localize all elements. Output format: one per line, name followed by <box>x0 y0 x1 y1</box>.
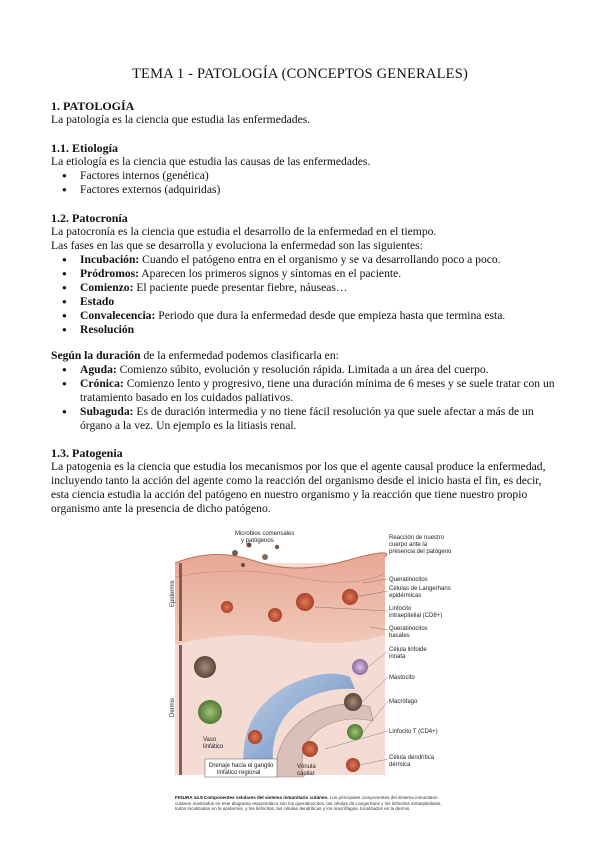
reaction-label-3: presencia del patógeno <box>389 549 452 555</box>
section-text-etiologia: La etiología es la ciencia que estudia las causas de las enfermedades. <box>51 155 371 168</box>
label-linfocito-t: Linfocito T (CD4+) <box>389 729 438 735</box>
duration-rest: de la enfermedad podemos clasificarla en: <box>140 349 339 362</box>
duration-term: Subaguda: <box>80 405 134 418</box>
epidermis-label: Epidermis <box>170 580 176 607</box>
duration-intro <box>51 349 556 363</box>
reaction-label-1: Reacción de nuestro <box>389 535 445 541</box>
section-text-patocronia-1: La patocronía es la ciencia que estudia el desarrollo de la enfermedad en el tiempo. <box>51 225 437 238</box>
durations-list <box>51 363 556 433</box>
list-item <box>51 377 556 405</box>
node-label-2: linfático regional <box>217 770 261 776</box>
microbes-label: Microbios comensales <box>235 531 295 537</box>
section-heading-patogenia: 1.3. Patogenia <box>51 446 123 460</box>
label-cd8: intraepitelial (CD8+) <box>389 613 443 619</box>
duration-term: Crónica: <box>80 377 124 390</box>
list-item <box>51 309 556 323</box>
label-dermica: dérmica <box>389 762 411 768</box>
caption-rest: Los principales componentes del sistema inmunitario cutáneo mostrados en este diagrama esquemático son los queratinocitos, las células de Langerhans y los linfocitos intraepiteliales, todos localizados en la epidermis, y los linfocitos, las células dendríticas y los macrófagos, localizados en la dermis. <box>175 795 442 812</box>
caption-bold: FIGURA 14.9 Componentes celulares del sistema inmunitario cutáneo. <box>175 795 329 800</box>
page-title: TEMA 1 - PATOLOGÍA (CONCEPTOS GENERALES) <box>131 66 469 82</box>
vessel-label-1: Vaso <box>203 737 217 743</box>
node-label-1: Drenaje hacia el ganglio <box>209 763 274 769</box>
dermis-bar <box>179 645 182 775</box>
list-item <box>51 405 556 433</box>
label-innata: innata <box>389 654 406 660</box>
venule-label-1: Vénula <box>297 764 316 770</box>
section-heading-patologia: 1. PATOLOGÍA <box>51 99 135 113</box>
venule-label-2: capilar <box>297 771 315 777</box>
microbes-label-2: y patógenos <box>241 538 274 544</box>
duration-desc: Es de duración intermedia y no tiene fácil resolución ya que suele afectar a más de un órgano a la vez. Un ejemplo es la litiasis renal. <box>80 405 534 432</box>
phase-term: Convalecencia: <box>80 309 156 322</box>
epidermis-bar <box>179 563 182 641</box>
section-text-patogenia: La patogenia es la ciencia que estudia los mecanismos por los que el agente causal produce la enfermedad, incluyendo tanto la acción del agente como la reacción del organismo desde el inicio hasta el fin, es decir, esta ciencia estudia la acción del patógeno en nuestro organismo y la reacción que tiene nuestro propio organismo ante la presencia de dicho patógeno. <box>51 460 546 515</box>
vessel-label-2: linfático <box>203 744 224 750</box>
duration-desc: Comienzo lento y progresivo, tiene una duración mínima de 6 meses y se suele tratar con un tratamiento basado en los cuidados paliativos. <box>80 377 555 404</box>
label-basales: basales <box>389 633 410 639</box>
label-queratinocitos-basales: Queratinocitos <box>389 626 428 632</box>
phases-list <box>51 253 556 337</box>
phase-desc: Aparecen los primeros signos y síntomas en el paciente. <box>139 267 402 280</box>
phase-term: Incubación: <box>80 253 140 266</box>
skin-immune-figure <box>170 527 452 783</box>
section-text-patocronia-2: Las fases en las que se desarrolla y evoluciona la enfermedad son las siguientes: <box>51 239 423 252</box>
figure-caption <box>175 795 445 812</box>
phase-desc: El paciente puede presentar fiebre, náuseas… <box>133 281 348 294</box>
duration-bold: Según la duración <box>51 349 141 362</box>
label-celula-dendritica: Célula dendrítica <box>389 755 435 761</box>
section-text-patologia: La patología es la ciencia que estudia las enfermedades. <box>51 113 311 126</box>
label-macrofago: Macrófago <box>389 699 418 705</box>
list-item: ● Factores externos (adquiridas) <box>51 183 556 197</box>
label-epidermicas: epidérmicas <box>389 593 422 599</box>
duration-term: Aguda: <box>80 363 117 376</box>
phase-term: Estado <box>80 295 115 308</box>
phase-term: Comienzo: <box>80 281 134 294</box>
list-item <box>51 281 556 295</box>
list-item <box>51 253 556 267</box>
label-linfocito: Linfocito <box>389 606 412 612</box>
section-heading-etiologia: 1.1. Etiología <box>51 141 119 155</box>
phase-term: Resolución <box>80 323 135 336</box>
label-langerhans: Células de Langerhans <box>389 586 451 592</box>
label-queratinocitos: Queratinocitos <box>389 577 428 583</box>
list-item <box>51 267 556 281</box>
phase-desc: Cuando el patógeno entra en el organismo y se va desarrollando poco a poco. <box>139 253 501 266</box>
list-item <box>51 323 556 337</box>
phase-desc: Periodo que dura la enfermedad desde que empieza hasta que termina esta. <box>155 309 506 322</box>
reaction-label-2: cuerpo ante la <box>389 542 428 548</box>
list-item <box>51 363 556 377</box>
label-mastocito: Mastocito <box>389 675 415 681</box>
list-item <box>51 295 556 309</box>
label-celula-linfoide: Célula linfoide <box>389 647 427 653</box>
duration-desc: Comienzo súbito, evolución y resolución rápida. Limitada a un área del cuerpo. <box>116 363 489 376</box>
phase-term: Pródromos: <box>80 267 140 280</box>
etiologia-list <box>51 169 556 197</box>
dermis-label: Dermis <box>170 698 176 717</box>
section-heading-patocronia: 1.2. Patocronía <box>51 211 128 225</box>
list-item: ● Factores internos (genética) <box>51 169 556 183</box>
